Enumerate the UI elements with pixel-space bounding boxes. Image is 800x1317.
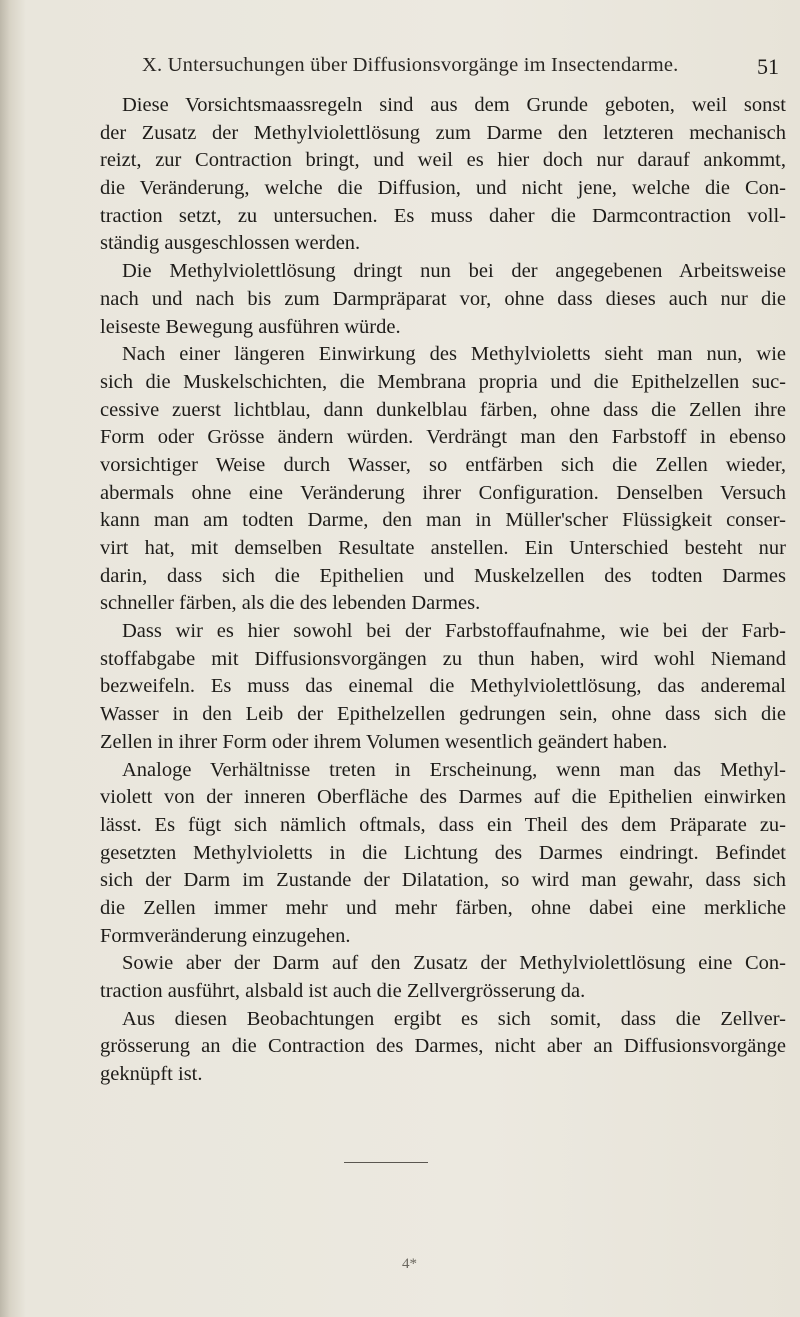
text-line: Dass wir es hier sowohl bei der Farbstoffaufnahme, wie bei der Farb- [122,620,786,643]
text-line: Die Methylviolettlösung dringt nun bei der angegebenen Arbeitsweise [122,260,786,283]
running-title: X. Untersuchungen über Diffusionsvorgänge im Insectendarme. [142,54,679,76]
text-line: gesetzten Methylvioletts in die Lichtung des Darmes eindringt. Befindet [100,841,786,864]
text-line: geknüpft ist. [100,1063,203,1086]
text-line: Nach einer längeren Einwirkung des Methylvioletts sieht man nun, wie [122,343,786,366]
end-rule [344,1162,428,1163]
text-line: stoffabgabe mit Diffusionsvorgängen zu thun haben, wird wohl Niemand [100,647,786,670]
text-line: ständig ausgeschlossen werden. [100,232,361,255]
text-line: Formveränderung einzugehen. [100,924,351,947]
text-line: traction ausführt, alsbald ist auch die Zellvergrösserung da. [100,980,586,1002]
text-line: Diese Vorsichtsmaassregeln sind aus dem Grunde geboten, weil sonst [122,94,786,116]
text-line: Sowie aber der Darm auf den Zusatz der Methylviolettlösung eine Con- [122,952,786,975]
text-line: sich die Muskelschichten, die Membrana propria und die Epithelzellen suc- [100,370,786,393]
text-line: leiseste Bewegung ausführen würde. [100,315,401,338]
text-line: sich der Darm im Zustande der Dilatation, so wird man gewahr, dass sich [100,869,786,892]
text-line: der Zusatz der Methylviolettlösung zum Darme den letzteren mechanisch [100,121,786,144]
text-line: schneller färben, als die des lebenden Darmes. [100,592,481,615]
page-header [0,50,800,80]
text-line: Zellen in ihrer Form oder ihrem Volumen wesentlich geändert haben. [100,730,668,753]
text-line: die Veränderung, welche die Diffusion, und nicht jene, welche die Con- [100,177,786,200]
signature-mark: 4* [402,1256,417,1272]
text-line: darin, dass sich die Epithelien und Muskelzellen des todten Darmes [100,564,786,587]
text-line: cessive zuerst lichtblau, dann dunkelblau färben, ohne dass die Zellen ihre [100,398,786,421]
text-line: reizt, zur Contraction bringt, und weil es hier doch nur darauf ankommt, [100,149,786,172]
text-line: violett von der inneren Oberfläche des Darmes auf die Epithelien einwirken [100,786,786,809]
text-line: kann man am todten Darme, den man in Müller'scher Flüssigkeit conser- [100,509,786,532]
text-line: nach und nach bis zum Darmpräparat vor, ohne dass dieses auch nur die [100,287,786,310]
text-line: Analoge Verhältnisse treten in Erscheinung, wenn man das Methyl- [122,758,786,781]
text-line: Form oder Grösse ändern würden. Verdrängt man den Farbstoff in ebenso [100,426,786,449]
text-line: bezweifeln. Es muss das einemal die Methylviolettlösung, das anderemal [100,675,786,698]
text-line: Aus diesen Beobachtungen ergibt es sich somit, dass die Zellver- [122,1007,786,1030]
text-line: traction setzt, zu untersuchen. Es muss daher die Darmcontraction voll- [100,204,786,227]
page-number: 51 [757,54,779,79]
text-line: die Zellen immer mehr und mehr färben, ohne dabei eine merkliche [100,896,786,919]
text-line: virt hat, mit demselben Resultate anstellen. Ein Unterschied besteht nur [100,537,786,559]
text-line: grösserung an die Contraction des Darmes, nicht aber an Diffusionsvorgänge [100,1035,786,1058]
text-line: vorsichtiger Weise durch Wasser, so entfärben sich die Zellen wieder, [100,453,786,476]
body-text [100,92,786,1089]
text-line: abermals ohne eine Veränderung ihrer Configuration. Denselben Versuch [100,481,786,504]
text-line: Wasser in den Leib der Epithelzellen gedrungen sein, ohne dass sich die [100,703,786,726]
text-line: lässt. Es fügt sich nämlich oftmals, dass ein Theil des dem Präparate zu- [100,813,786,836]
